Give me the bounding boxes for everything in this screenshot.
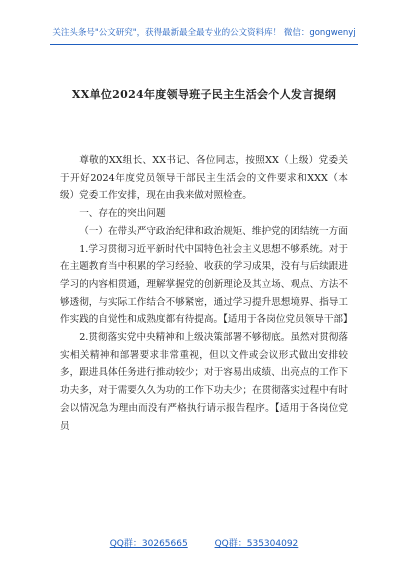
header-banner: 关注头条号"公文研究"，获得最新最全最专业的公文资料库！ 微信：gongwenyj — [52, 28, 356, 38]
subsection-heading: （一）在带头严守政治纪律和政治规矩、维护党的团结统一方面 — [79, 225, 348, 237]
header-divider — [50, 44, 358, 45]
document-title: XX单位2024年度领导班子民主生活会个人发言提纲 — [71, 88, 337, 101]
body-paragraph: 1.学习贯彻习近平新时代中国特色社会主义思想不够系统。对于在主题教育当中积累的学习经验、收获的学习成果，没有与后续跟进学习的内容相贯通，理解掌握党的创新理论及其立场、观点、方法不够透彻，与实际工作结合不够紧密，通过学习提升思想境界、指导工作实践的自觉性和成熟度都有待提高。【适用于各岗位党员领导干部】 — [60, 243, 353, 326]
footer-qq-group-2[interactable]: QQ群：535304092 — [214, 539, 299, 549]
body-paragraph: 2.贯彻落实党中央精神和上级决策部署不够彻底。虽然对贯彻落实相关精神和部署要求非常重视，但以文件或会议形式做出安排较多，跟进具体任务进行推动较少；对于容易出成绩、出亮点的工作下功夫多，对于需要久久为功的工作下功夫少；在贯彻落实过程中有时会以情况急为理由而没有严格执行请示报告程序。【适用于各岗位党员 — [60, 332, 348, 432]
footer — [0, 536, 408, 549]
section-heading: 一、存在的突出问题 — [79, 208, 166, 220]
opening-paragraph: 尊敬的XX组长、XX书记、各位同志，按照XX（上级）党委关于开好2024年度党员领导干部民主生活会的文件要求和XXX（本级）党委工作安排，现在由我来做对照检查。 — [60, 155, 348, 202]
document-body — [60, 152, 353, 435]
footer-qq-group-1[interactable]: QQ群：30265665 — [109, 539, 188, 549]
